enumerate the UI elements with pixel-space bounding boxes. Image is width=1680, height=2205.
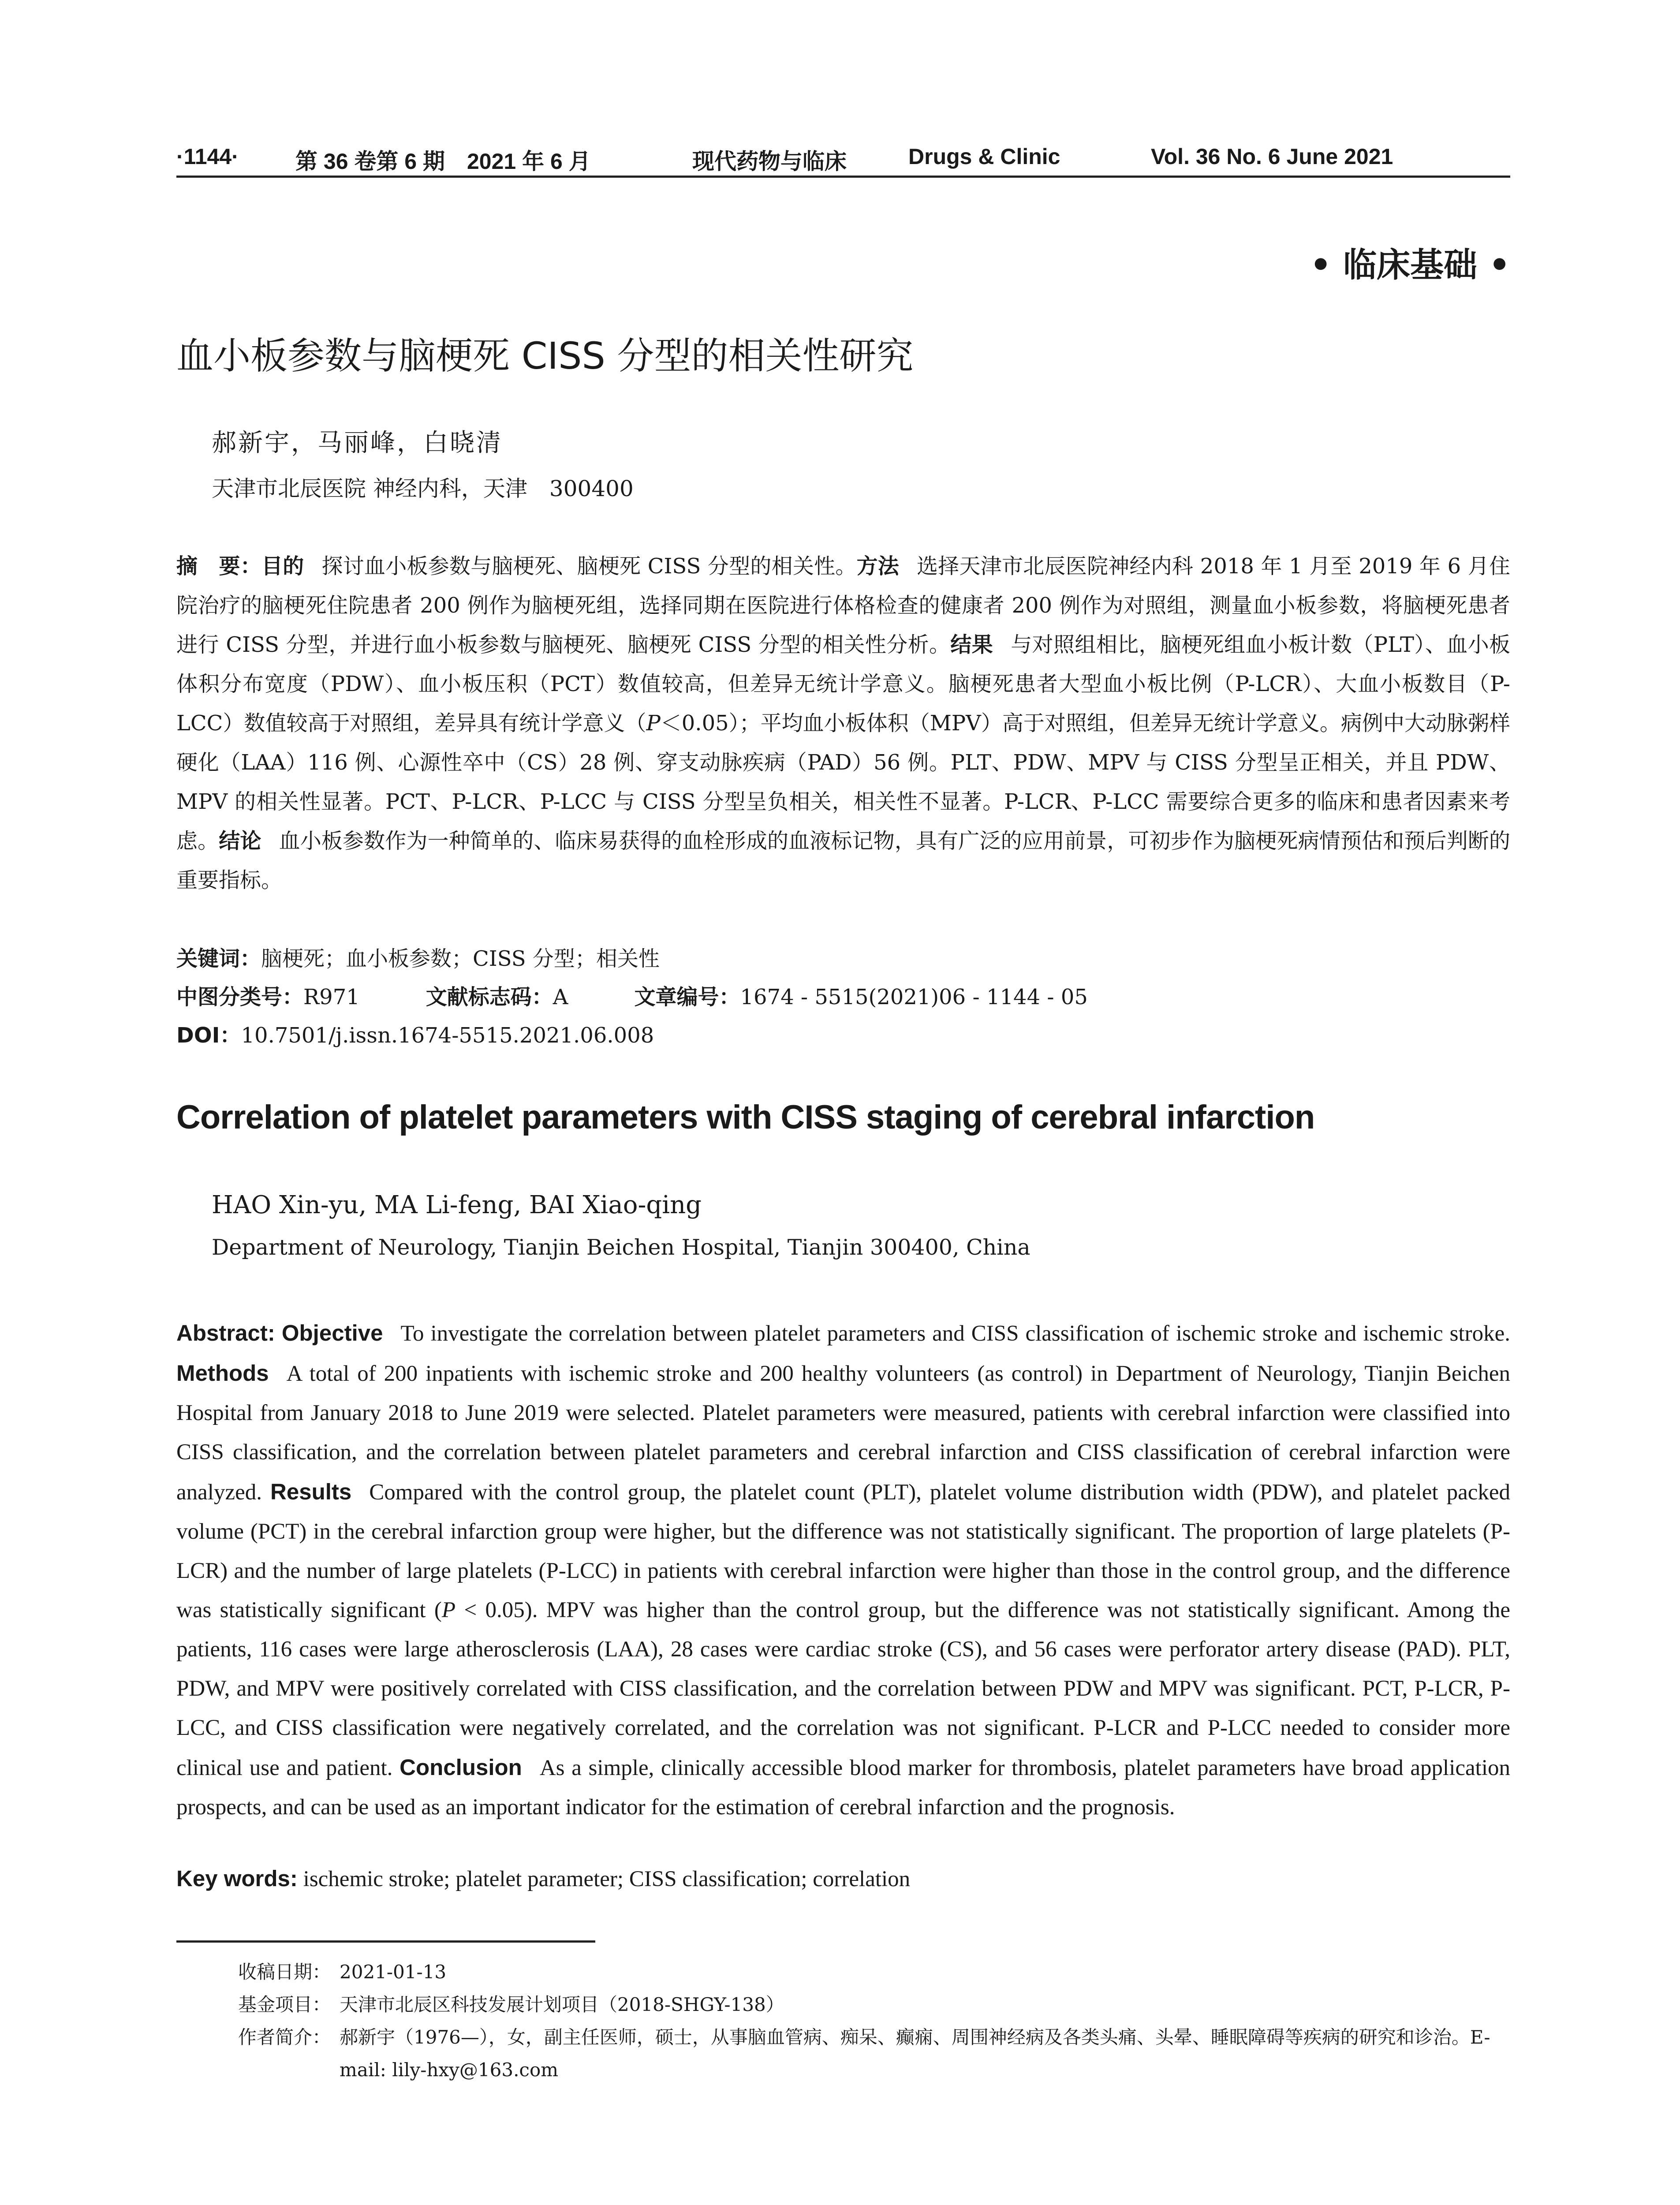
objective-text-cn: 探讨血小板参数与脑梗死、脑梗死 CISS 分型的相关性。: [321, 554, 857, 579]
affiliation-cn: 天津市北辰医院 神经内科，天津 300400: [212, 476, 634, 501]
footnotes: [238, 1956, 1510, 2086]
section-tag: • 临床基础 •: [1310, 245, 1510, 284]
footnote-fund: [238, 1988, 1510, 2021]
article-number-value: 1674 - 5515(2021)06 - 1144 - 05: [740, 985, 1088, 1009]
journal-name-cn: 现代药物与临床: [692, 149, 847, 174]
received-label: 收稿日期：: [238, 1961, 331, 1983]
authors-en: HAO Xin-yu, MA Li-feng, BAI Xiao-qing: [212, 1191, 702, 1219]
author-bio-text: 郝新宇（1976—），女，副主任医师，硕士，从事脑血管病、痴呆、癫痫、周围神经病及各类头痛、头晕、睡眠障碍等疾病的研究和诊治。E-mail: lily-hxy@163.com: [340, 2026, 1490, 2081]
conclusion-text-cn: 血小板参数作为一种简单的、临床易获得的血栓形成的血液标记物，具有广泛的应用前景，可初步作为脑梗死病情预估和预后判断的重要指标。: [176, 829, 1510, 893]
doc-code-label: 文献标志码：: [426, 985, 553, 1009]
results-text-cn-part1: 与对照组相比，脑梗死组血小板计数（PLT）、血小板体积分布宽度（PDW）、血小板压积（PCT）数值较高，但差异无统计学意义。脑梗死患者大型血小板比例（P-LCR）、大血小板数目（P-LCC）数值较高于对照组，差异具有统计学意义（: [176, 632, 1510, 736]
keywords-cn: [176, 942, 1510, 972]
footnote-received: [238, 1956, 1510, 1988]
p-symbol-cn: P: [646, 711, 661, 736]
received-date: 2021-01-13: [340, 1961, 447, 1983]
conclusion-label-en: Conclusion: [399, 1755, 522, 1780]
title-cn: 血小板参数与脑梗死 CISS 分型的相关性研究: [176, 334, 914, 377]
results-label-en: Results: [270, 1479, 352, 1504]
abstract-label-cn: 摘 要：: [176, 554, 261, 579]
author-bio-label: 作者简介：: [238, 2026, 331, 2048]
methods-text-cn: 选择天津市北辰医院神经内科 2018 年 1 月至 2019 年 6 月住院治疗的脑梗死住院患者 200 例作为脑梗死组，选择同期在医院进行体格检查的健康者 200 例作为对照组，测量血小板参数，将脑梗死患者进行 CISS 分型，并进行血小板参数与脑梗死、脑梗死 CISS 分型的相关性分析。: [176, 554, 1510, 657]
objective-label-cn: 目的: [261, 554, 304, 579]
results-text-cn-part2: ＜0.05）；平均血小板体积（MPV）高于对照组，但差异无统计学意义。病例中大动脉粥样硬化（LAA）116 例、心源性卒中（CS）28 例、穿支动脉疾病（PAD）56 例。PLT、PDW、MPV 与 CISS 分型呈正相关，并且 PDW、MPV 的相关性显著。PCT、P-LCR、P-LCC 与 CISS 分型呈负相关，相关性不显著。P-LCR、P-LCC 需要综合更多的临床和患者因素来考虑。: [176, 711, 1510, 853]
footnote-divider: [176, 1940, 595, 1943]
p-symbol-en: P: [441, 1598, 456, 1622]
keywords-value-en: ischemic stroke; platelet parameter; CISS classification; correlation: [303, 1867, 911, 1891]
fund-label: 基金项目：: [238, 1994, 331, 2015]
conclusion-label-cn: 结论: [219, 829, 261, 853]
keywords-en: [176, 1865, 910, 1892]
fund-text: 天津市北辰区科技发展计划项目（2018-SHGY-138）: [340, 1994, 784, 2015]
abstract-en: [176, 1313, 1510, 1827]
methods-label-en: Methods: [176, 1360, 269, 1386]
doc-code-value: A: [553, 985, 568, 1009]
article-number-label: 文章编号：: [634, 985, 740, 1009]
volume-issue-en: Vol. 36 No. 6 June 2021: [1151, 144, 1393, 169]
methods-label-cn: 方法: [856, 554, 900, 579]
journal-name-en: Drugs & Clinic: [908, 144, 1060, 169]
authors-cn: 郝新宇，马丽峰，白晓清: [212, 429, 503, 457]
volume-issue-cn: 第 36 卷第 6 期 2021 年 6 月: [295, 149, 591, 174]
classification-line: [176, 980, 1510, 1010]
page-number: ·1144·: [176, 144, 239, 169]
doi-link[interactable]: 10.7501/j.issn.1674-5515.2021.06.008: [241, 1023, 654, 1048]
results-text-en-part2: < 0.05). MPV was higher than the control group, but the difference was not statistically significant. Among the patients, 116 cases were large atherosclerosis (LAA), 28 cases were cardiac stroke (CS), and 56 cases were perforator artery disease (PAD). PLT, PDW, and MPV were positively correlated with CISS classification, and the correlation between PDW and MPV was significant. PCT, P-LCR, P-LCC, and CISS classification were negatively correlated, and the correlation was not significant. P-LCR and P-LCC needed to consider more clinical use and patient.: [176, 1598, 1510, 1780]
doi-label: DOI：: [176, 1023, 241, 1048]
clc-value: R971: [303, 985, 360, 1009]
results-label-cn: 结果: [950, 632, 993, 657]
paper-page: [176, 0, 1510, 2205]
affiliation-en: Department of Neurology, Tianjin Beichen Hospital, Tianjin 300400, China: [212, 1235, 1030, 1260]
footnote-author: [238, 2021, 1510, 2086]
keywords-label-cn: 关键词：: [176, 946, 261, 971]
running-header: [176, 140, 1510, 178]
conclusion-text-en: As a simple, clinically accessible blood marker for thrombosis, platelet parameters have broad application prospects, and can be used as an important indicator for the estimation of cerebral infarction and the prognosis.: [176, 1756, 1511, 1820]
results-text-en-part1: Compared with the control group, the platelet count (PLT), platelet volume distribution width (PDW), and platelet packed volume (PCT) in the cerebral infarction group were higher, but the difference was not statistically significant. The proportion of large platelets (P-LCR) and the number of large platelets (P-LCC) in patients with cerebral infarction were higher than those in the control group, and the difference was statistically significant (: [176, 1480, 1510, 1622]
title-en: Correlation of platelet parameters with CISS staging of cerebral infarction: [176, 1099, 1315, 1136]
methods-text-en: A total of 200 inpatients with ischemic stroke and 200 healthy volunteers (as control) in Department of Neurology, Tianjin Beichen Hospital from January 2018 to June 2019 were selected. Platelet parameters were measured, patients with cerebral infarction were classified into CISS classification, and the correlation between platelet parameters and cerebral infarction and CISS classification of cerebral infarction were analyzed.: [176, 1361, 1510, 1505]
doi-line: [176, 1018, 1510, 1049]
abstract-cn: [176, 547, 1510, 900]
clc-label: 中图分类号：: [176, 985, 304, 1009]
objective-text-en: To investigate the correlation between platelet parameters and CISS classification of ischemic stroke and ischemic stroke.: [400, 1321, 1510, 1346]
abstract-label-en: Abstract:: [176, 1320, 275, 1345]
objective-label-en: Objective: [281, 1320, 383, 1345]
keywords-value-cn: 脑梗死；血小板参数；CISS 分型；相关性: [261, 946, 660, 971]
keywords-label-en: Key words:: [176, 1866, 298, 1891]
